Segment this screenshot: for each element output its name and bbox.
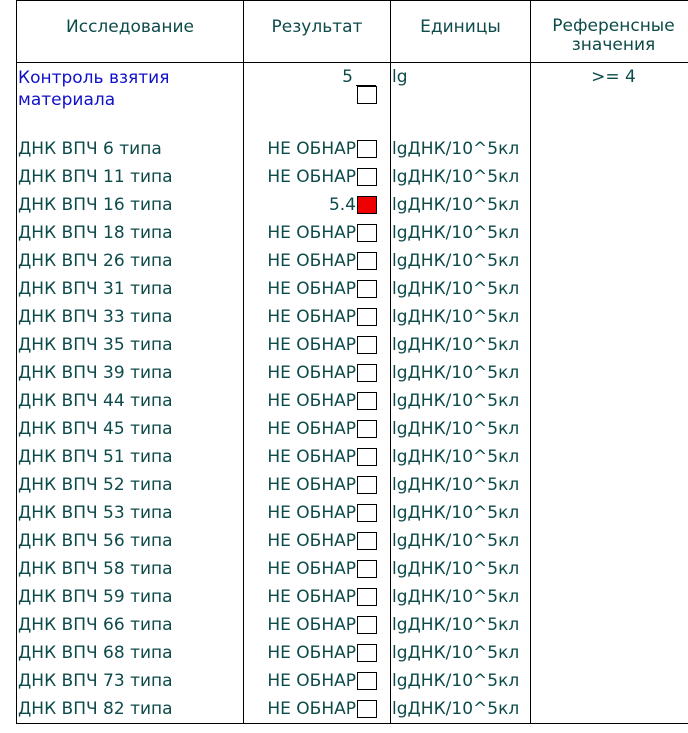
row-result-value: НЕ ОБНАР xyxy=(267,223,356,243)
row-result-cell xyxy=(244,499,391,527)
row-test-name: ДНК ВПЧ 18 типа xyxy=(17,219,244,247)
control-test-name xyxy=(17,63,244,136)
row-result-cell xyxy=(244,695,391,724)
row-reference xyxy=(531,639,688,667)
row-result-checkbox xyxy=(357,532,377,550)
row-units: lgДНК/10^5кл xyxy=(391,667,531,695)
row-units: lgДНК/10^5кл xyxy=(391,359,531,387)
row-reference xyxy=(531,499,688,527)
row-reference xyxy=(531,331,688,359)
table-row xyxy=(17,135,688,163)
row-result-checkbox xyxy=(357,252,377,270)
row-result-checkbox xyxy=(357,280,377,298)
row-test-name: ДНК ВПЧ 44 типа xyxy=(17,387,244,415)
row-reference xyxy=(531,163,688,191)
row-result-value: НЕ ОБНАР xyxy=(267,167,356,187)
row-units: lgДНК/10^5кл xyxy=(391,135,531,163)
row-result-checkbox xyxy=(357,420,377,438)
table-row xyxy=(17,667,688,695)
control-result-checkbox xyxy=(357,86,377,104)
row-reference xyxy=(531,555,688,583)
table-row xyxy=(17,415,688,443)
row-result-value: НЕ ОБНАР xyxy=(267,587,356,607)
row-result-cell xyxy=(244,415,391,443)
row-reference xyxy=(531,583,688,611)
row-reference xyxy=(531,471,688,499)
row-test-name: ДНК ВПЧ 6 типа xyxy=(17,135,244,163)
row-units: lgДНК/10^5кл xyxy=(391,303,531,331)
table-row xyxy=(17,583,688,611)
row-reference xyxy=(531,359,688,387)
row-result-value: НЕ ОБНАР xyxy=(267,699,356,719)
row-result-cell xyxy=(244,443,391,471)
row-result-value: НЕ ОБНАР xyxy=(267,251,356,271)
row-result-checkbox xyxy=(357,560,377,578)
row-test-name: ДНК ВПЧ 68 типа xyxy=(17,639,244,667)
row-result-checkbox xyxy=(357,140,377,158)
control-reference: >= 4 xyxy=(531,63,688,136)
row-reference xyxy=(531,191,688,219)
row-units: lgДНК/10^5кл xyxy=(391,471,531,499)
row-units: lgДНК/10^5кл xyxy=(391,247,531,275)
row-test-name: ДНК ВПЧ 16 типа xyxy=(17,191,244,219)
row-result-cell xyxy=(244,639,391,667)
row-test-name: ДНК ВПЧ 33 типа xyxy=(17,303,244,331)
row-units: lgДНК/10^5кл xyxy=(391,443,531,471)
row-result-checkbox xyxy=(357,336,377,354)
header-reference-line1: Референсные xyxy=(552,16,675,36)
control-row xyxy=(17,63,688,136)
row-reference xyxy=(531,135,688,163)
row-result-cell xyxy=(244,555,391,583)
row-test-name: ДНК ВПЧ 58 типа xyxy=(17,555,244,583)
row-result-value: НЕ ОБНАР xyxy=(267,139,356,159)
row-result-value: НЕ ОБНАР xyxy=(267,307,356,327)
row-result-checkbox xyxy=(357,476,377,494)
row-result-cell xyxy=(244,135,391,163)
table-row xyxy=(17,555,688,583)
row-test-name: ДНК ВПЧ 31 типа xyxy=(17,275,244,303)
row-result-checkbox xyxy=(357,588,377,606)
row-units: lgДНК/10^5кл xyxy=(391,219,531,247)
row-test-name: ДНК ВПЧ 66 типа xyxy=(17,611,244,639)
row-units: lgДНК/10^5кл xyxy=(391,275,531,303)
row-result-value: НЕ ОБНАР xyxy=(267,615,356,635)
table-row xyxy=(17,695,688,724)
row-result-checkbox xyxy=(357,308,377,326)
table-header-row xyxy=(17,1,688,63)
row-result-cell xyxy=(244,471,391,499)
row-result-checkbox xyxy=(357,392,377,410)
table-row xyxy=(17,471,688,499)
row-result-cell xyxy=(244,303,391,331)
row-test-name: ДНК ВПЧ 45 типа xyxy=(17,415,244,443)
row-test-name: ДНК ВПЧ 82 типа xyxy=(17,695,244,724)
row-result-cell xyxy=(244,275,391,303)
row-result-cell xyxy=(244,359,391,387)
table-row xyxy=(17,247,688,275)
table-row xyxy=(17,275,688,303)
row-result-cell xyxy=(244,247,391,275)
row-units: lgДНК/10^5кл xyxy=(391,191,531,219)
header-result: Результат xyxy=(244,1,391,63)
header-test: Исследование xyxy=(17,1,244,63)
row-result-checkbox xyxy=(357,168,377,186)
table-row xyxy=(17,527,688,555)
table-row xyxy=(17,303,688,331)
control-test-line1: Контроль взятия xyxy=(18,68,170,88)
row-reference xyxy=(531,611,688,639)
row-reference xyxy=(531,247,688,275)
row-units: lgДНК/10^5кл xyxy=(391,639,531,667)
row-result-value: НЕ ОБНАР xyxy=(267,363,356,383)
row-reference xyxy=(531,303,688,331)
row-test-name: ДНК ВПЧ 52 типа xyxy=(17,471,244,499)
table-row xyxy=(17,191,688,219)
row-result-value: НЕ ОБНАР xyxy=(267,335,356,355)
row-units: lgДНК/10^5кл xyxy=(391,415,531,443)
row-test-name: ДНК ВПЧ 51 типа xyxy=(17,443,244,471)
row-result-cell xyxy=(244,527,391,555)
control-result-cell xyxy=(244,63,391,136)
row-units: lgДНК/10^5кл xyxy=(391,555,531,583)
row-result-value: НЕ ОБНАР xyxy=(267,391,356,411)
table-row xyxy=(17,219,688,247)
table-row xyxy=(17,163,688,191)
control-units: lg xyxy=(391,63,531,136)
results-table xyxy=(16,0,688,724)
row-result-cell xyxy=(244,163,391,191)
row-reference xyxy=(531,443,688,471)
row-test-name: ДНК ВПЧ 59 типа xyxy=(17,583,244,611)
header-reference xyxy=(531,1,688,63)
table-row xyxy=(17,639,688,667)
row-test-name: ДНК ВПЧ 73 типа xyxy=(17,667,244,695)
row-reference xyxy=(531,219,688,247)
row-test-name: ДНК ВПЧ 26 типа xyxy=(17,247,244,275)
row-units: lgДНК/10^5кл xyxy=(391,387,531,415)
row-result-checkbox xyxy=(357,700,377,718)
row-reference xyxy=(531,275,688,303)
row-result-value: НЕ ОБНАР xyxy=(267,671,356,691)
row-result-checkbox xyxy=(357,364,377,382)
row-result-value: НЕ ОБНАР xyxy=(267,475,356,495)
row-reference xyxy=(531,667,688,695)
row-test-name: ДНК ВПЧ 11 типа xyxy=(17,163,244,191)
row-test-name: ДНК ВПЧ 53 типа xyxy=(17,499,244,527)
row-result-cell xyxy=(244,667,391,695)
row-test-name: ДНК ВПЧ 56 типа xyxy=(17,527,244,555)
row-test-name: ДНК ВПЧ 39 типа xyxy=(17,359,244,387)
row-units: lgДНК/10^5кл xyxy=(391,499,531,527)
row-result-checkbox xyxy=(357,448,377,466)
table-row xyxy=(17,331,688,359)
row-result-checkbox xyxy=(357,504,377,522)
header-reference-line2: значения xyxy=(571,35,656,55)
row-result-cell xyxy=(244,331,391,359)
row-result-checkbox xyxy=(357,672,377,690)
row-result-checkbox xyxy=(357,616,377,634)
row-test-name: ДНК ВПЧ 35 типа xyxy=(17,331,244,359)
row-result-cell xyxy=(244,611,391,639)
row-units: lgДНК/10^5кл xyxy=(391,331,531,359)
row-result-value: НЕ ОБНАР xyxy=(267,559,356,579)
table-row xyxy=(17,387,688,415)
row-result-value: НЕ ОБНАР xyxy=(267,419,356,439)
row-result-value: НЕ ОБНАР xyxy=(267,503,356,523)
row-reference xyxy=(531,695,688,724)
header-units: Единицы xyxy=(391,1,531,63)
row-result-cell xyxy=(244,219,391,247)
row-result-value: НЕ ОБНАР xyxy=(267,447,356,467)
row-units: lgДНК/10^5кл xyxy=(391,611,531,639)
row-result-value: НЕ ОБНАР xyxy=(267,643,356,663)
table-row xyxy=(17,443,688,471)
control-test-line2: материала xyxy=(18,90,116,110)
row-result-cell xyxy=(244,583,391,611)
row-result-cell xyxy=(244,387,391,415)
table-row xyxy=(17,359,688,387)
row-reference xyxy=(531,527,688,555)
row-result-cell xyxy=(244,191,391,219)
row-units: lgДНК/10^5кл xyxy=(391,583,531,611)
row-reference xyxy=(531,387,688,415)
row-result-value: НЕ ОБНАР xyxy=(267,531,356,551)
control-result-value: 5 xyxy=(342,67,353,87)
row-reference xyxy=(531,415,688,443)
row-result-checkbox xyxy=(357,224,377,242)
row-result-flag-marker xyxy=(357,196,377,214)
row-result-value: НЕ ОБНАР xyxy=(267,279,356,299)
row-result-checkbox xyxy=(357,644,377,662)
row-units: lgДНК/10^5кл xyxy=(391,527,531,555)
table-row xyxy=(17,499,688,527)
row-result-value: 5.4 xyxy=(328,195,356,215)
row-units: lgДНК/10^5кл xyxy=(391,695,531,724)
row-units: lgДНК/10^5кл xyxy=(391,163,531,191)
table-row xyxy=(17,611,688,639)
